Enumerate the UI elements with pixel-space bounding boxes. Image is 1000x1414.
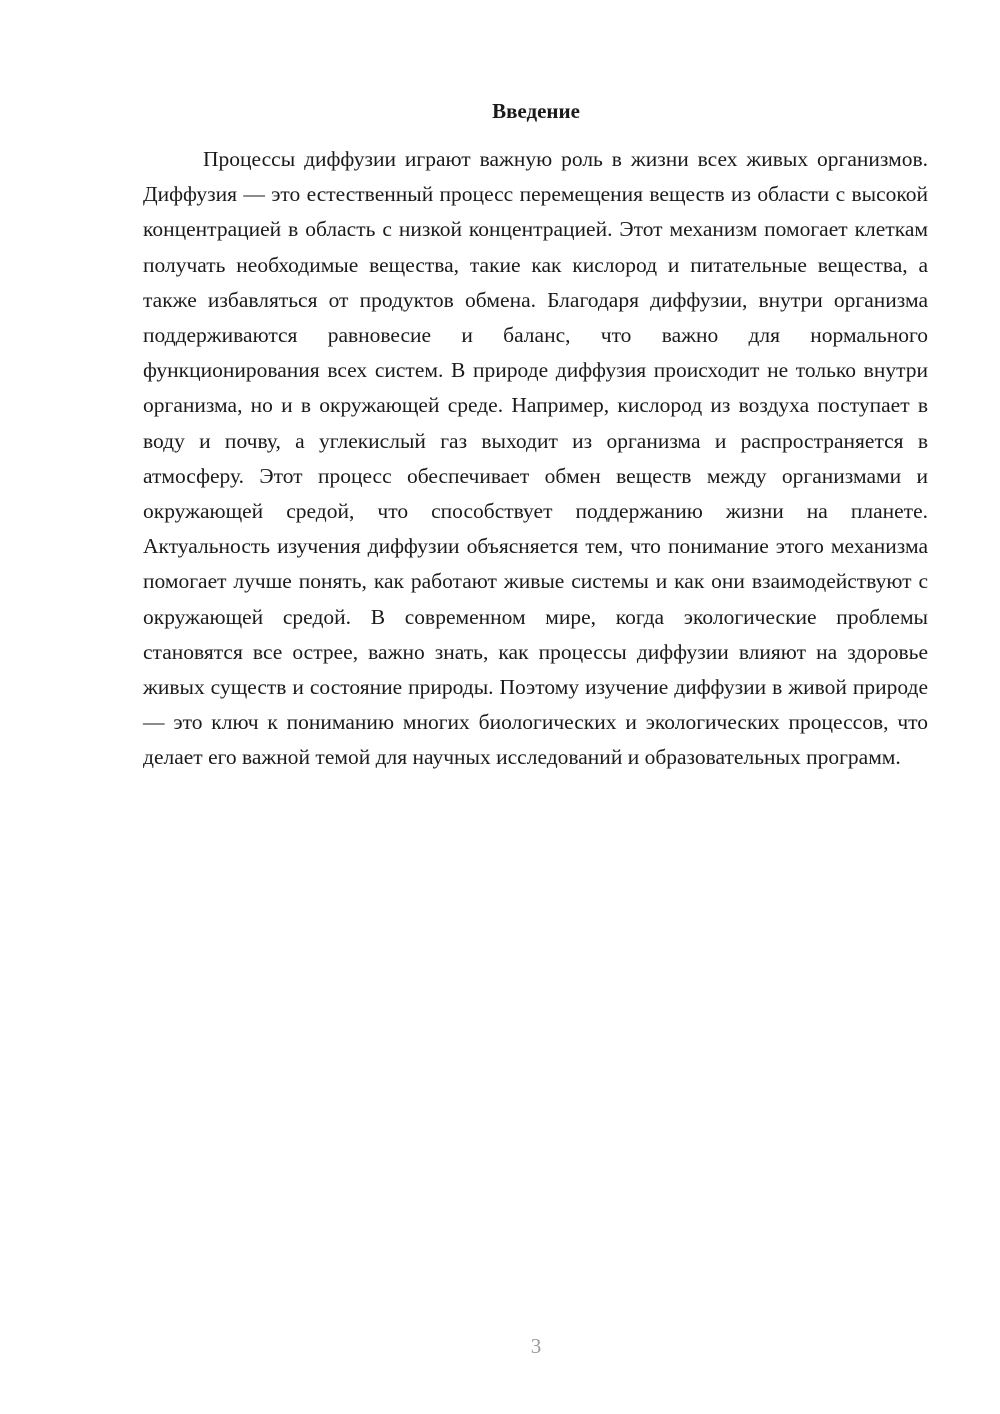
- body-paragraph: Процессы диффузии играют важную роль в жизни всех живых организмов. Диффузия — это естественный процесс перемещения веществ из области с высокой концентрацией в область с низкой концентрацией. Этот механизм помогает клеткам получать необходимые вещества, такие как кислород и питательные вещества, а также избавляться от продуктов обмена. Благодаря диффузии, внутри организма поддерживаются равновесие и баланс, что важно для нормального функционирования всех систем. В природе диффузия происходит не только внутри организма, но и в окружающей среде. Например, кислород из воздуха поступает в воду и почву, а углекислый газ выходит из организма и распространяется в атмосферу. Этот процесс обеспечивает обмен веществ между организмами и окружающей средой, что способствует поддержанию жизни на планете. Актуальность изучения диффузии объясняется тем, что понимание этого механизма помогает лучше понять, как работают живые системы и как они взаимодействуют с окружающей средой. В современном мире, когда экологические проблемы становятся все острее, важно знать, как процессы диффузии влияют на здоровье живых существ и состояние природы. Поэтому изучение диффузии в живой природе — это ключ к пониманию многих биологических и экологических процессов, что делает его важной темой для научных исследований и образовательных программ.: [143, 147, 928, 770]
- section-title: Введение: [492, 99, 580, 123]
- page-number: 3: [530, 1334, 542, 1358]
